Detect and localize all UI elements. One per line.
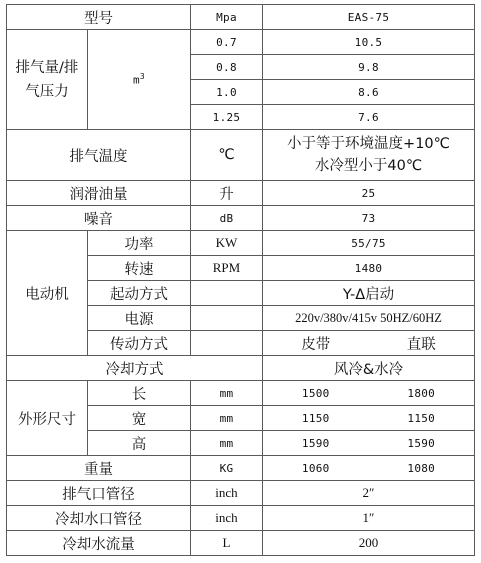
row-noise xyxy=(7,206,475,231)
exhaust-temp-unit: ℃ xyxy=(191,130,263,181)
water-cooled-value: 1590 xyxy=(407,436,436,450)
dim-length-unit: mm xyxy=(191,381,263,406)
dim-length-label: 长 xyxy=(88,381,191,406)
lube-oil-label: 润滑油量 xyxy=(7,181,191,206)
cooling-water-flow-label: 冷却水流量 xyxy=(7,531,191,556)
dimensions-label: 外形尺寸 xyxy=(7,381,88,456)
exhaust-temp-line2: 水冷型小于40℃ xyxy=(314,158,423,174)
motor-drive-label: 传动方式 xyxy=(88,331,191,356)
displacement-value: 8.6 xyxy=(263,80,475,105)
motor-start-value: Y-Δ启动 xyxy=(263,281,475,306)
cooling-water-pipe-label: 冷却水口管径 xyxy=(7,506,191,531)
row-cooling xyxy=(7,356,475,381)
motor-label: 电动机 xyxy=(7,231,88,356)
cubic-superscript: 3 xyxy=(139,72,146,82)
row-dim-length xyxy=(7,381,475,406)
pressure-cell: 1.25 xyxy=(191,105,263,130)
noise-unit: dB xyxy=(191,206,263,231)
motor-power-source-label: 电源 xyxy=(88,306,191,331)
drive-belt: 皮带 xyxy=(301,336,331,353)
displacement-value: 7.6 xyxy=(263,105,475,130)
motor-drive-value xyxy=(263,331,475,356)
cooling-water-flow-value: 200 xyxy=(263,531,475,556)
row-motor-power xyxy=(7,231,475,256)
dim-width-value xyxy=(263,406,475,431)
weight-label: 重量 xyxy=(7,456,191,481)
motor-power-unit: KW xyxy=(191,231,263,256)
displacement-label xyxy=(7,30,88,130)
motor-speed-value: 1480 xyxy=(263,256,475,281)
air-cooled-value: 1060 xyxy=(301,461,330,475)
water-cooled-value: 1080 xyxy=(407,461,436,475)
row-cooling-water-pipe xyxy=(7,506,475,531)
pressure-unit: Mpa xyxy=(191,5,263,30)
cooling-label: 冷却方式 xyxy=(7,356,263,381)
exhaust-temp-label: 排气温度 xyxy=(7,130,191,181)
row-outlet-pipe xyxy=(7,481,475,506)
row-displacement-1 xyxy=(7,30,475,55)
motor-start-unit xyxy=(191,281,263,306)
motor-power-source-unit xyxy=(191,306,263,331)
lube-oil-value: 25 xyxy=(263,181,475,206)
water-cooled-value: 1800 xyxy=(407,386,436,400)
dim-height-label: 高 xyxy=(88,431,191,456)
noise-value: 73 xyxy=(263,206,475,231)
exhaust-temp-value xyxy=(263,130,475,181)
displacement-value: 9.8 xyxy=(263,55,475,80)
dim-width-label: 宽 xyxy=(88,406,191,431)
drive-direct: 直联 xyxy=(406,336,436,353)
motor-speed-label: 转速 xyxy=(88,256,191,281)
cooling-value: 风冷&水冷 xyxy=(263,356,475,381)
motor-drive-unit xyxy=(191,331,263,356)
model-value: EAS-75 xyxy=(263,5,475,30)
displacement-label-text: 排气量/排气压力 xyxy=(15,59,79,100)
pressure-cell: 1.0 xyxy=(191,80,263,105)
motor-start-label: 起动方式 xyxy=(88,281,191,306)
noise-label: 噪音 xyxy=(7,206,191,231)
cooling-water-pipe-unit: inch xyxy=(191,506,263,531)
dim-height-unit: mm xyxy=(191,431,263,456)
dim-height-value xyxy=(263,431,475,456)
dim-width-unit: mm xyxy=(191,406,263,431)
cooling-water-flow-unit: L xyxy=(191,531,263,556)
exhaust-temp-line1: 小于等于环境温度+10℃ xyxy=(287,136,450,152)
air-cooled-value: 1150 xyxy=(301,411,330,425)
pressure-cell: 0.8 xyxy=(191,55,263,80)
lube-oil-unit: 升 xyxy=(191,181,263,206)
outlet-pipe-label: 排气口管径 xyxy=(7,481,191,506)
outlet-pipe-unit: inch xyxy=(191,481,263,506)
motor-speed-unit: RPM xyxy=(191,256,263,281)
weight-value xyxy=(263,456,475,481)
motor-power-label: 功率 xyxy=(88,231,191,256)
air-cooled-value: 1500 xyxy=(301,386,330,400)
row-cooling-water-flow xyxy=(7,531,475,556)
displacement-unit: $m^3$ xyxy=(88,30,191,130)
model-label: 型号 xyxy=(7,5,191,30)
pressure-cell: 0.7 xyxy=(191,30,263,55)
motor-power-source-value: 220v/380v/415v 50HZ/60HZ xyxy=(263,306,475,331)
dim-length-value xyxy=(263,381,475,406)
weight-unit: KG xyxy=(191,456,263,481)
row-model xyxy=(7,5,475,30)
spec-table xyxy=(6,4,475,556)
row-weight xyxy=(7,456,475,481)
row-lube-oil xyxy=(7,181,475,206)
motor-power-value: 55/75 xyxy=(263,231,475,256)
row-exhaust-temp xyxy=(7,130,475,181)
outlet-pipe-value: 2″ xyxy=(263,481,475,506)
displacement-value: 10.5 xyxy=(263,30,475,55)
water-cooled-value: 1150 xyxy=(407,411,436,425)
air-cooled-value: 1590 xyxy=(301,436,330,450)
cooling-water-pipe-value: 1″ xyxy=(263,506,475,531)
